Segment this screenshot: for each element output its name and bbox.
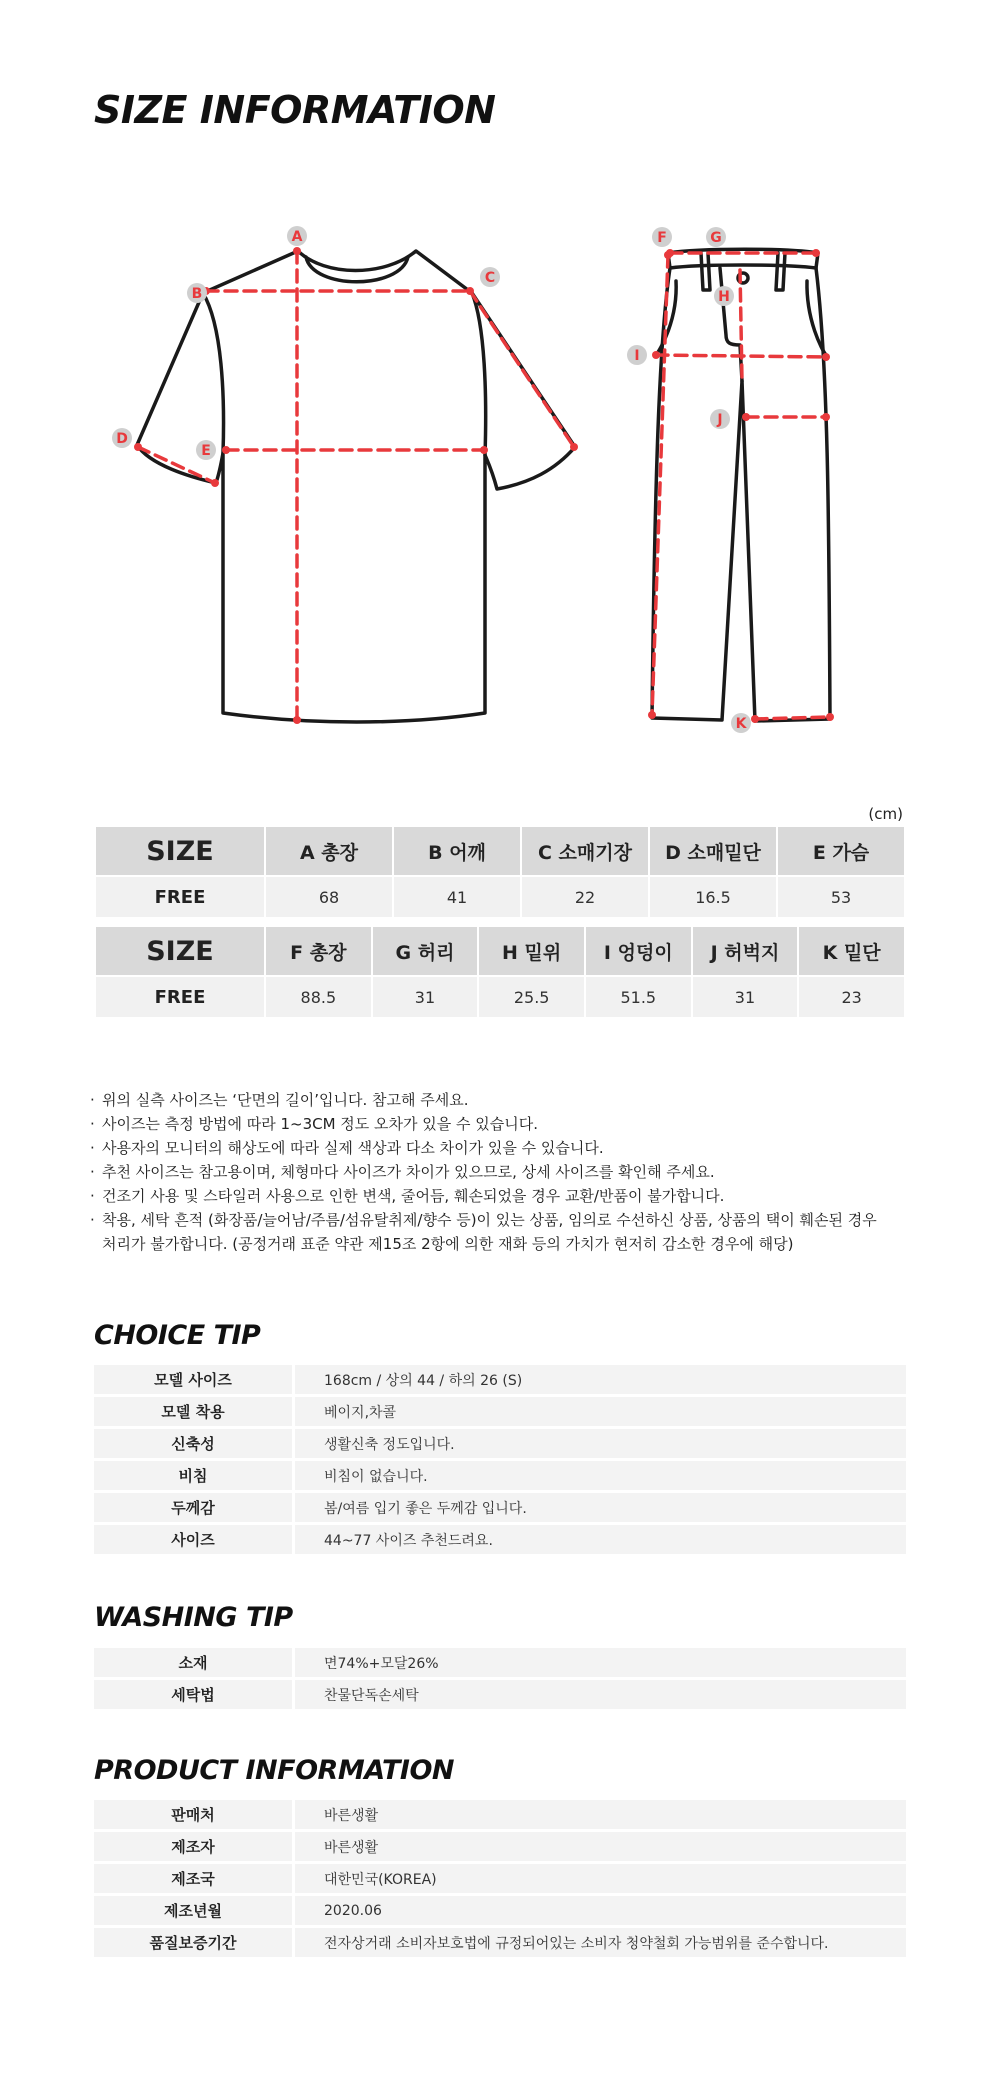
info-value: 44~77 사이즈 추천드려요. (295, 1525, 906, 1554)
info-value: 바른생활 (295, 1832, 906, 1861)
header-b-shoulder: B 어깨 (394, 827, 520, 875)
info-row (94, 1832, 906, 1861)
marker-a (287, 226, 307, 246)
svg-text:C: C (484, 270, 496, 286)
info-value: 대한민국(KOREA) (295, 1864, 906, 1893)
choice-tip-table (94, 1362, 906, 1557)
bullet: · (90, 1187, 95, 1205)
info-row (94, 1648, 906, 1677)
note-item (90, 1184, 910, 1208)
header-i-hip: I 엉덩이 (586, 927, 691, 975)
info-value: 바른생활 (295, 1800, 906, 1829)
info-label: 세탁법 (94, 1680, 295, 1709)
size-table-top (94, 825, 906, 919)
svg-text:E: E (201, 443, 211, 459)
marker-c (480, 267, 500, 287)
svg-text:J: J (717, 412, 723, 428)
header-h-rise: H 밑위 (479, 927, 584, 975)
info-value: 2020.06 (295, 1896, 906, 1925)
info-label: 모델 착용 (94, 1397, 295, 1426)
header-d-sleeve-hem: D 소매밑단 (650, 827, 776, 875)
info-row (94, 1525, 906, 1554)
value-a: 68 (266, 877, 392, 917)
info-value: 생활신축 정도입니다. (295, 1429, 906, 1458)
size-table-row (96, 977, 904, 1017)
svg-text:H: H (718, 289, 730, 305)
bullet: · (90, 1115, 95, 1133)
value-c: 22 (522, 877, 648, 917)
info-label: 제조국 (94, 1864, 295, 1893)
note-item (90, 1208, 910, 1232)
value-d: 16.5 (650, 877, 776, 917)
info-row (94, 1680, 906, 1709)
info-row (94, 1461, 906, 1490)
info-row (94, 1896, 906, 1925)
value-e: 53 (778, 877, 904, 917)
measure-line-k (755, 717, 830, 719)
product-information-title: PRODUCT INFORMATION (94, 1755, 455, 1786)
info-value: 찬물단독손세탁 (295, 1680, 906, 1709)
info-value: 168cm / 상의 44 / 하의 26 (S) (295, 1365, 906, 1394)
info-label: 소재 (94, 1648, 295, 1677)
marker-f (652, 227, 672, 247)
note-item (90, 1136, 910, 1160)
info-label: 사이즈 (94, 1525, 295, 1554)
info-row (94, 1429, 906, 1458)
value-b: 41 (394, 877, 520, 917)
bullet: · (90, 1163, 95, 1181)
header-g-waist: G 허리 (373, 927, 478, 975)
note-item (90, 1160, 910, 1184)
header-c-sleeve-length: C 소매기장 (522, 827, 648, 875)
note-text: 위의 실측 사이즈는 ‘단면의 길이’입니다. 참고해 주세요. (102, 1091, 469, 1109)
header-a-total-length: A 총장 (266, 827, 392, 875)
unit-label: (cm) (868, 805, 903, 823)
size-row-label: FREE (96, 877, 264, 917)
info-label: 제조년월 (94, 1896, 295, 1925)
info-row (94, 1397, 906, 1426)
washing-tip-title: WASHING TIP (94, 1602, 293, 1633)
marker-i (627, 345, 647, 365)
info-row (94, 1493, 906, 1522)
measure-line-i (656, 355, 826, 357)
marker-d (112, 428, 132, 448)
note-text: 추천 사이즈는 참고용이며, 체형마다 사이즈가 차이가 있으므로, 상세 사이즈를 확인해 주세요. (102, 1163, 715, 1181)
size-table-header-row (96, 927, 904, 975)
svg-text:A: A (291, 229, 303, 245)
washing-tip-table (94, 1645, 906, 1712)
size-table-row (96, 877, 904, 917)
bullet: · (90, 1091, 95, 1109)
svg-text:B: B (191, 286, 203, 302)
svg-text:I: I (634, 348, 640, 364)
info-row (94, 1800, 906, 1829)
value-f: 88.5 (266, 977, 371, 1017)
value-g: 31 (373, 977, 478, 1017)
svg-text:F: F (657, 230, 667, 246)
info-label: 신축성 (94, 1429, 295, 1458)
info-value: 비침이 없습니다. (295, 1461, 906, 1490)
svg-text:D: D (116, 431, 128, 447)
value-i: 51.5 (586, 977, 691, 1017)
info-label: 판매처 (94, 1800, 295, 1829)
note-item (90, 1112, 910, 1136)
info-value: 면74%+모달26% (295, 1648, 906, 1677)
info-label: 모델 사이즈 (94, 1365, 295, 1394)
info-value: 봄/여름 입기 좋은 두께감 입니다. (295, 1493, 906, 1522)
info-row (94, 1864, 906, 1893)
info-value: 전자상거래 소비자보호법에 규정되어있는 소비자 청약철회 가능범위를 준수합니다. (295, 1928, 906, 1957)
marker-h (714, 286, 734, 306)
tshirt-outline (137, 251, 575, 722)
marker-k (731, 713, 751, 733)
size-table-header-row (96, 827, 904, 875)
note-text: 사용자의 모니터의 해상도에 따라 실제 색상과 다소 차이가 있을 수 있습니다. (102, 1139, 604, 1157)
value-h: 25.5 (479, 977, 584, 1017)
marker-e (196, 440, 216, 460)
info-value: 베이지,차콜 (295, 1397, 906, 1426)
info-label: 비침 (94, 1461, 295, 1490)
marker-g (706, 227, 726, 247)
info-row (94, 1365, 906, 1394)
size-row-label: FREE (96, 977, 264, 1017)
svg-text:K: K (735, 716, 747, 732)
note-text: 착용, 세탁 흔적 (화장품/늘어남/주름/섬유탈취제/향수 등)이 있는 상품, 임의로 수선하신 상품, 상품의 택이 훼손된 경우 (102, 1211, 877, 1229)
note-item-continued (90, 1232, 910, 1256)
header-j-thigh: J 허벅지 (693, 927, 798, 975)
size-header-cell: SIZE (96, 827, 264, 875)
size-measurement-diagram (100, 215, 860, 735)
value-j: 31 (693, 977, 798, 1017)
marker-b (187, 283, 207, 303)
info-label: 제조자 (94, 1832, 295, 1861)
note-text: 사이즈는 측정 방법에 따라 1~3CM 정도 오차가 있을 수 있습니다. (102, 1115, 539, 1133)
value-k: 23 (799, 977, 904, 1017)
note-item (90, 1088, 910, 1112)
marker-j (710, 409, 730, 429)
svg-text:G: G (710, 230, 722, 246)
product-information-table (94, 1797, 906, 1960)
choice-tip-title: CHOICE TIP (94, 1320, 261, 1351)
header-k-hem: K 밑단 (799, 927, 904, 975)
size-table-bottom (94, 925, 906, 1019)
size-notes-list (90, 1088, 910, 1256)
info-row (94, 1928, 906, 1957)
size-header-cell: SIZE (96, 927, 264, 975)
bullet: · (90, 1139, 95, 1157)
info-label: 품질보증기간 (94, 1928, 295, 1957)
note-text: 처리가 불가합니다. (공정거래 표준 약관 제15조 2항에 의한 재화 등의 가치가 현저히 감소한 경우에 해당) (102, 1235, 794, 1253)
bullet: · (90, 1211, 95, 1229)
header-e-chest: E 가슴 (778, 827, 904, 875)
info-label: 두께감 (94, 1493, 295, 1522)
measure-line-f (652, 255, 668, 715)
header-f-total-length: F 총장 (266, 927, 371, 975)
note-text: 건조기 사용 및 스타일러 사용으로 인한 변색, 줄어듬, 훼손되었을 경우 교환/반품이 불가합니다. (102, 1187, 725, 1205)
size-information-title: SIZE INFORMATION (94, 88, 496, 132)
